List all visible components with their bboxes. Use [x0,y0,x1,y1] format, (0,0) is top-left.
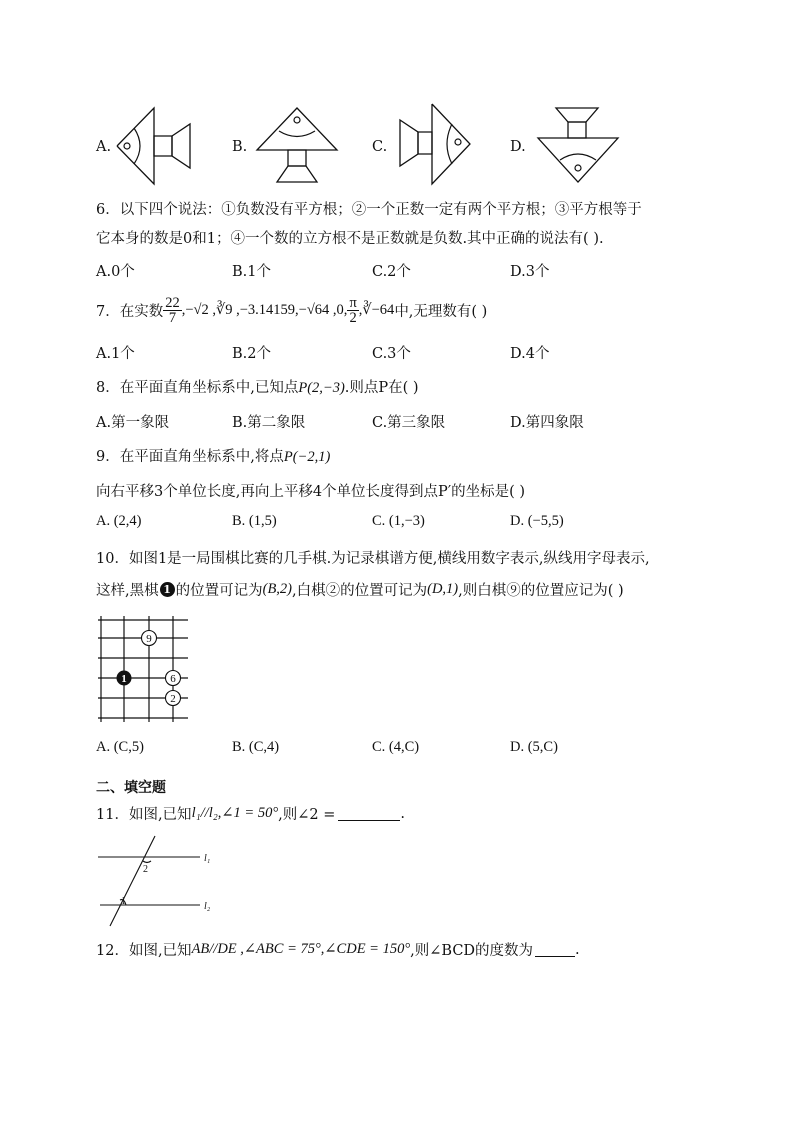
q12-suffix: ,则∠BCD的度数为 [410,943,534,959]
q12-math: AB//DE ,∠ABC = 75°,∠CDE = 150° [191,941,411,957]
q12-stem [96,939,580,960]
q8-stem [96,376,419,397]
angle-2-label: 2 [143,864,148,875]
q7-frac2-denominator: 2 [349,309,357,326]
q5-option-d-label[interactable]: D. [510,139,526,155]
q9-option-a[interactable]: A. (2,4) [96,513,142,529]
q10-line2-b: 的位置可记为 [175,583,263,599]
q6-line2: 它本身的数是0和1；④一个数的立方根不是正数就是负数.其中正确的说法有( ). [96,231,604,247]
q5-figure-b [255,104,341,186]
q10-option-a[interactable]: A. (C,5) [96,739,144,755]
q7-option-a[interactable]: A.1个 [96,346,135,362]
q6-option-b[interactable]: B.1个 [232,264,271,280]
q11-prefix: 11．如图,已知 [96,807,192,823]
q7-fraction-22-7 [163,296,182,325]
q7-frac1-numerator: 22 [165,294,180,311]
q7-frac2-numerator: π [349,294,357,311]
q11-math: l₁//l₂,∠1 = 50° [191,805,279,821]
q10-option-b[interactable]: B. (C,4) [232,739,280,755]
label-l1: l₁ [204,853,211,864]
q6-option-c[interactable]: C.2个 [372,264,411,280]
q11-suffix: ,则∠2 = [278,807,336,823]
q10-option-d[interactable]: D. (5,C) [510,739,558,755]
q8-suffix: .则点P在( ) [344,380,419,396]
q8-option-c[interactable]: C.第三象限 [372,415,446,431]
q6-option-a[interactable]: A.0个 [96,264,135,280]
q7-option-b[interactable]: B.2个 [232,346,271,362]
q6-option-d[interactable]: D.3个 [510,264,550,280]
q6-line1: 6．以下四个说法：①负数没有平方根；②一个正数一定有两个平方根；③平方根等于 [96,202,642,218]
q9-option-b[interactable]: B. (1,5) [232,513,277,529]
white-stone-9 [142,631,157,646]
q9-stem-line1 [96,445,330,466]
q5-figure-c [396,100,476,188]
q12-end: . [575,941,580,958]
q9-option-c[interactable]: C. (1,−3) [372,513,425,529]
q7-suffix: 中,无理数有( ) [394,303,488,320]
q10-line1: 10．如图1是一局围棋比赛的几手棋.为记录棋谱方便,横线用数字表示,纵线用字母表示, [96,551,650,567]
q10-line2-d: ,则白棋⑨的位置应记为( ) [458,583,624,599]
label-l2: l₂ [204,901,211,912]
q11-answer-blank[interactable] [338,806,400,821]
q7-option-c[interactable]: C.3个 [372,346,411,362]
q11-end: . [400,805,405,822]
q10-option-c[interactable]: C. (4,C) [372,739,420,755]
q12-prefix: 12．如图,已知 [96,943,192,959]
q9-point: P(−2,1) [283,449,331,465]
q9-stem-line2: 向右平移3个单位长度,再向上平移4个单位长度得到点P′的坐标是( ) [96,484,526,500]
q9-prefix: 9．在平面直角坐标系中,将点 [96,449,284,465]
black-stone-1-icon: 1 [160,582,175,597]
white-stone-2-label: 2 [170,693,176,705]
q10-coord-black: (B,2) [262,581,292,597]
parallel-lines-figure [96,832,220,928]
q10-line2-c: ,白棋②的位置可记为 [292,583,428,599]
q10-line2-a: 这样,黑棋 [96,583,159,599]
q7-prefix: 7．在实数 [96,303,164,320]
black-stone-1-label: 1 [121,673,127,685]
q5-figure-d [534,104,624,186]
q8-option-d[interactable]: D.第四象限 [510,415,584,431]
q7-stem [96,290,487,330]
q10-line2 [96,579,624,600]
q7-fraction-pi-2 [347,296,358,325]
go-board-figure [94,614,194,724]
q5-option-c-label[interactable]: C. [372,139,388,155]
angle-1-label: 1 [121,896,126,907]
white-stone-6 [166,671,181,686]
white-stone-9-label: 9 [146,633,152,645]
black-stone-1 [117,671,132,686]
q7-frac1-denominator: 7 [168,309,177,326]
q8-option-b[interactable]: B.第二象限 [232,415,306,431]
q10-coord-white2: (D,1) [427,581,459,597]
q7-option-d[interactable]: D.4个 [510,346,550,362]
q5-option-a-label[interactable]: A. [96,139,112,155]
white-stone-6-label: 6 [170,673,176,685]
q7-tail-math: ,∛−64 [358,301,395,318]
q8-point: P(2,−3) [298,380,345,396]
q9-option-d[interactable]: D. (−5,5) [510,513,564,529]
q11-stem [96,803,405,824]
q8-option-a[interactable]: A.第一象限 [96,415,170,431]
q8-prefix: 8．在平面直角坐标系中,已知点 [96,380,299,396]
q5-figure-a [114,104,194,188]
q5-option-b-label[interactable]: B. [232,139,248,155]
q7-middle-math: ,−√2 ,∛9 ,−3.14159,−√64 ,0, [181,301,348,318]
q12-answer-blank[interactable] [535,942,575,957]
white-stone-2 [166,691,181,706]
section-title-fill-in: 二、填空题 [96,780,166,796]
